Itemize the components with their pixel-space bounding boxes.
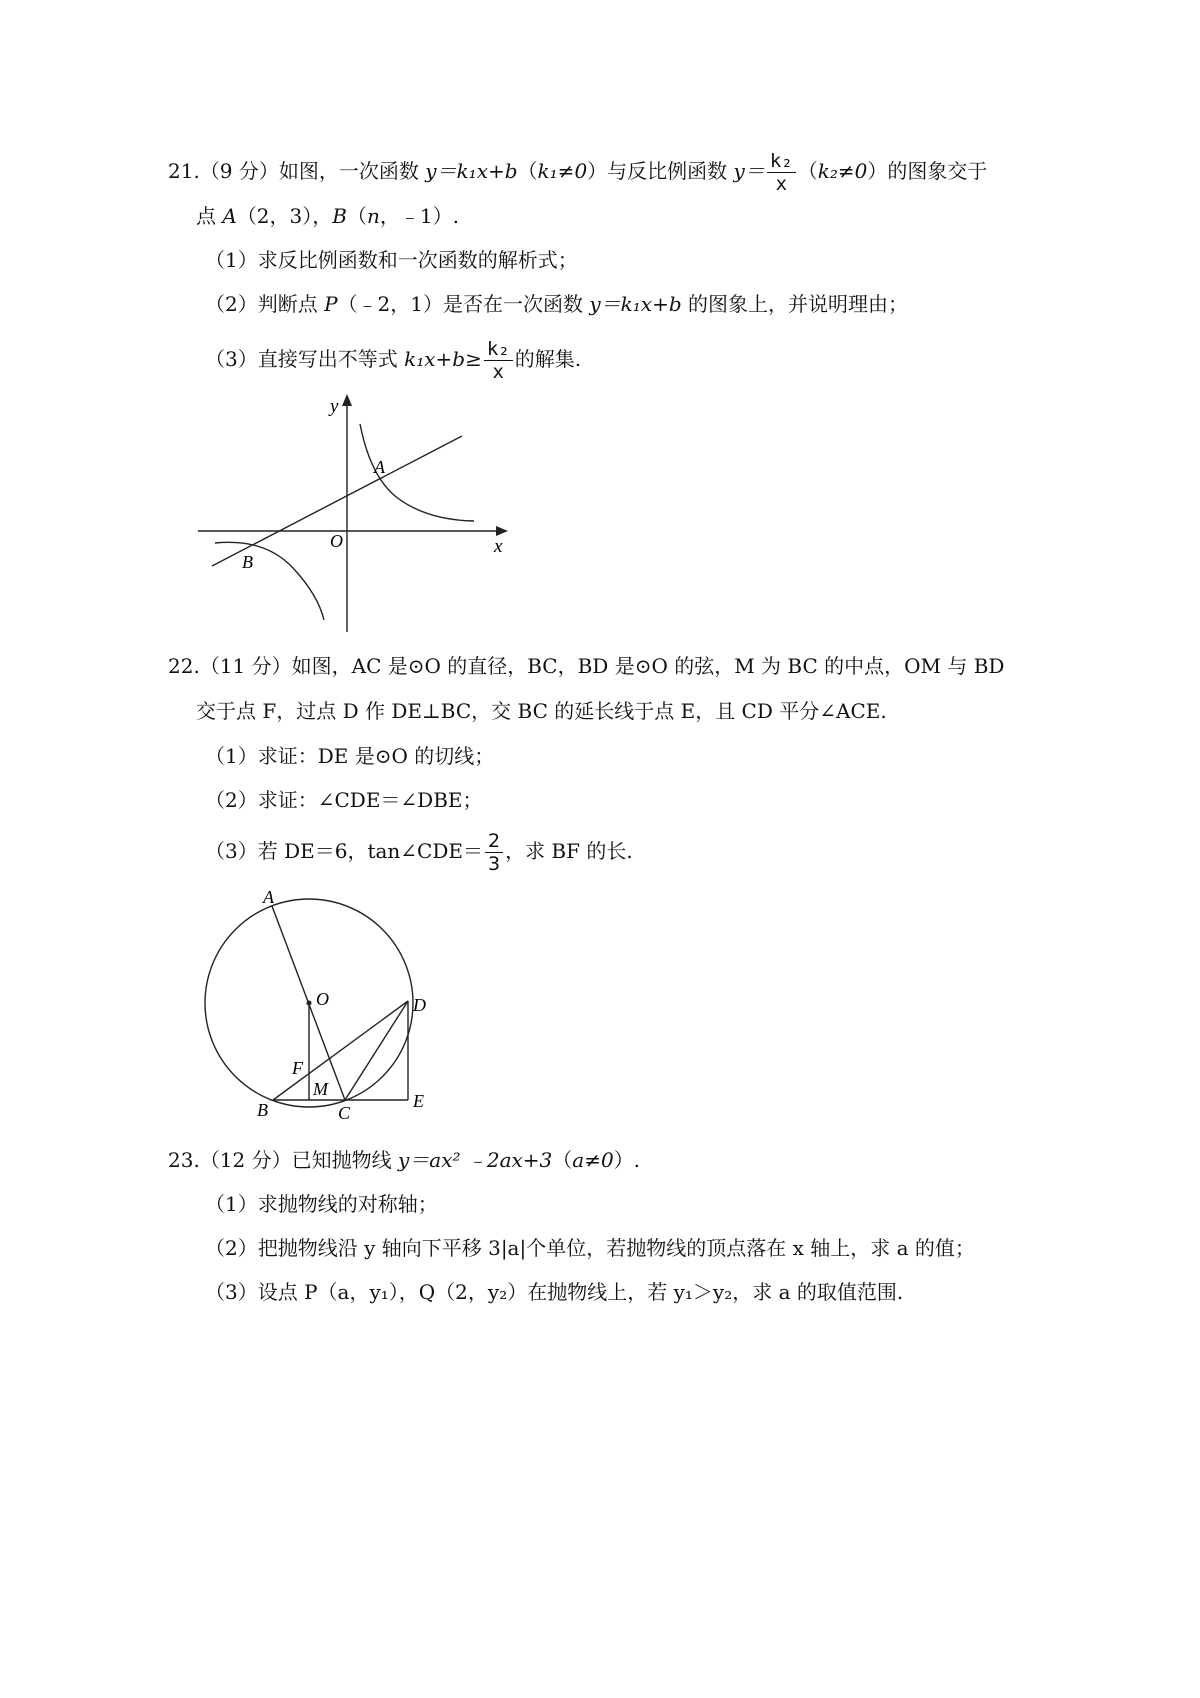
center-dot bbox=[307, 1001, 312, 1006]
q23-number: 23. bbox=[168, 1148, 200, 1172]
q22-line1 bbox=[168, 652, 1004, 680]
fraction-numerator: 2 bbox=[487, 830, 501, 852]
q21-part3-text: （3）直接写出不等式 bbox=[205, 347, 405, 371]
q23-part2: （2）把抛物线沿 y 轴向下平移 3|a|个单位，若抛物线的顶点落在 x 轴上，求 a 的值； bbox=[205, 1236, 975, 1260]
q23-text: （ bbox=[552, 1148, 573, 1172]
q21-text: ）与反比例函数 bbox=[587, 159, 734, 183]
q21-part2-text: 的图象上，并说明理由； bbox=[681, 292, 909, 316]
q21-fraction-k2-x bbox=[767, 150, 796, 195]
q23-part1: （1）求抛物线的对称轴； bbox=[205, 1192, 438, 1216]
q23-text: ）. bbox=[613, 1148, 641, 1172]
q21-cond-k2: k₂≠0 bbox=[817, 159, 868, 183]
q21-part3-eq: k₁x+b≥ bbox=[404, 347, 482, 371]
label-e: E bbox=[413, 1091, 424, 1111]
x-axis-arrow bbox=[496, 526, 508, 536]
q21-text: 点 bbox=[196, 204, 223, 228]
fraction-denominator: x bbox=[767, 172, 796, 195]
q21-text: （ bbox=[517, 159, 538, 183]
q22-line2: 交于点 F，过点 D 作 DE⊥BC，交 BC 的延长线于点 E，且 CD 平分∠ACE. bbox=[196, 699, 887, 723]
q22-text: 如图，AC 是⊙O 的直径，BC，BD 是⊙O 的弦，M 为 BC 的中点，OM 与 BD bbox=[291, 654, 1005, 678]
q21-part3-fraction bbox=[484, 338, 513, 383]
hyperbola-branch-q3 bbox=[215, 542, 324, 620]
q23-part3: （3）设点 P（a，y₁），Q（2，y₂）在抛物线上，若 y₁＞y₂，求 a 的取值范围. bbox=[205, 1280, 904, 1304]
point-b-coord: ，﹣1）. bbox=[379, 204, 459, 228]
q21-text: （ bbox=[797, 159, 818, 183]
fraction-denominator: x bbox=[484, 360, 513, 383]
q21-part2-eq: y＝k₁x+b bbox=[589, 292, 682, 316]
q22-part3-text: （3）若 DE＝6，tan∠CDE＝ bbox=[205, 839, 483, 863]
point-p-label: P bbox=[324, 292, 338, 316]
q21-part3-text: 的解集. bbox=[514, 347, 582, 371]
q21-linear-eq: y＝k₁x+b bbox=[425, 159, 518, 183]
q21-number: 21. bbox=[168, 159, 200, 183]
q21-part2-text: （2）判断点 bbox=[205, 292, 325, 316]
y-axis-label: y bbox=[330, 396, 339, 417]
q22-part3 bbox=[205, 830, 633, 875]
y-axis-arrow bbox=[342, 394, 352, 406]
q21-y-eq: y＝ bbox=[733, 159, 765, 183]
point-b-label: B bbox=[332, 204, 347, 228]
fraction-denominator: 3 bbox=[485, 852, 503, 875]
q23-parabola-eq: y＝ax² ﹣2ax+3 bbox=[397, 1148, 553, 1172]
q22-part2: （2）求证：∠CDE＝∠DBE； bbox=[205, 788, 483, 812]
q21-part1: （1）求反比例函数和一次函数的解析式； bbox=[205, 248, 578, 272]
q23-cond: a≠0 bbox=[572, 1148, 614, 1172]
label-d: D bbox=[413, 995, 426, 1015]
q22-number: 22. bbox=[168, 654, 200, 678]
q21-part2 bbox=[205, 290, 908, 318]
q22-score: （11 分） bbox=[199, 654, 292, 678]
label-a: A bbox=[263, 887, 274, 907]
q21-text: 如图，一次函数 bbox=[278, 159, 426, 183]
q22-figure-circle-geometry bbox=[195, 885, 455, 1125]
label-c: C bbox=[338, 1103, 351, 1123]
q21-part2-text: （﹣2，1）是否在一次函数 bbox=[337, 292, 590, 316]
point-a-coord: （2，3）， bbox=[236, 204, 333, 228]
q23-line1 bbox=[168, 1146, 640, 1174]
q22-part1: （1）求证：DE 是⊙O 的切线； bbox=[205, 744, 495, 768]
point-b-n: n bbox=[366, 204, 380, 228]
q22-part3-text: ，求 BF 的长. bbox=[505, 839, 633, 863]
q21-score: （9 分） bbox=[199, 159, 279, 183]
q21-line2 bbox=[196, 202, 459, 230]
x-axis-label: x bbox=[494, 536, 503, 557]
point-b-coord: （ bbox=[346, 204, 367, 228]
segment-cd bbox=[345, 1001, 408, 1100]
fraction-numerator: k₂ bbox=[769, 150, 793, 172]
q21-cond-k1: k₁≠0 bbox=[537, 159, 588, 183]
q22-fraction-2-3 bbox=[485, 830, 503, 875]
q21-line1 bbox=[168, 150, 987, 195]
origin-label: O bbox=[330, 531, 343, 551]
q21-text: ）的图象交于 bbox=[867, 159, 988, 183]
point-b-fig-label: B bbox=[242, 552, 253, 572]
point-a-fig-label: A bbox=[374, 457, 385, 477]
label-b: B bbox=[257, 1100, 268, 1120]
label-m: M bbox=[313, 1079, 328, 1099]
q21-figure-function-graph bbox=[190, 390, 520, 640]
point-a-label: A bbox=[222, 204, 237, 228]
fraction-numerator: k₂ bbox=[486, 338, 510, 360]
label-f: F bbox=[292, 1058, 303, 1078]
q23-text: 已知抛物线 bbox=[291, 1148, 398, 1172]
q23-score: （12 分） bbox=[199, 1148, 292, 1172]
segment-bd bbox=[273, 1001, 408, 1100]
label-o: O bbox=[316, 989, 329, 1009]
q21-part3 bbox=[205, 338, 581, 383]
